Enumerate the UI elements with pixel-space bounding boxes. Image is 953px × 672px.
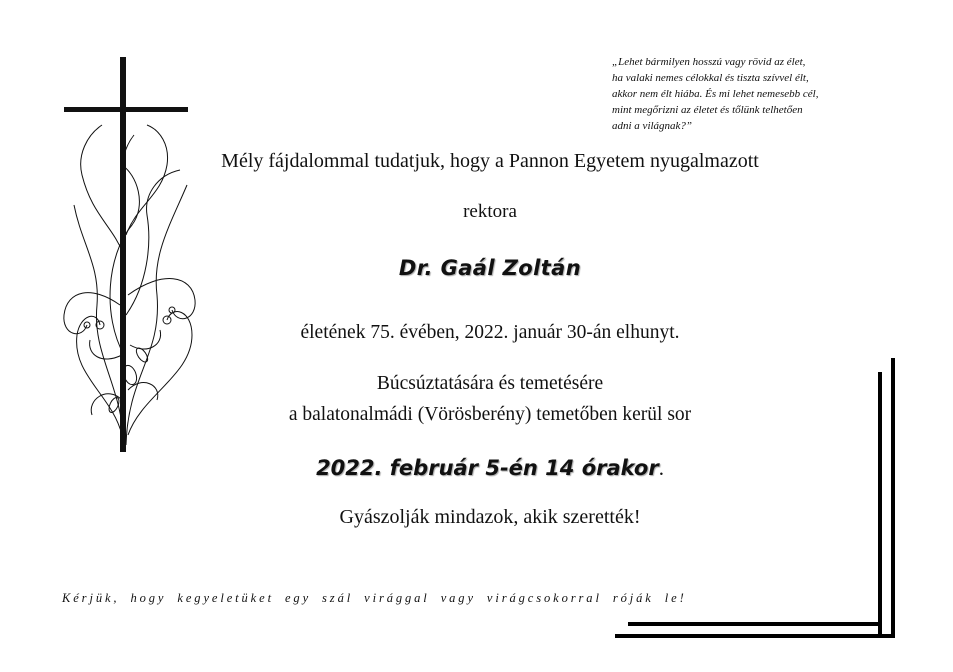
funeral-line-1: Búcsúztatására és temetésére <box>376 373 604 394</box>
death-statement: életének 75. évében, 2022. január 30-án elhunyt. <box>300 322 680 343</box>
memorial-quote <box>612 54 912 134</box>
quote-line: akkor nem élt hiába. És mi lehet nemesebb cél, <box>612 88 819 100</box>
mourners-line: Gyászolják mindazok, akik szerették! <box>339 506 641 528</box>
quote-line: „Lehet bármilyen hosszú vagy rövid az élet, <box>612 56 806 68</box>
funeral-date-text: 2022. február 5-én 14 órakor <box>316 456 659 480</box>
deceased-name: Dr. Gaál Zoltán <box>398 256 582 280</box>
funeral-line-2: a balatonalmádi (Vörösberény) temetőben kerül sor <box>288 404 692 425</box>
funeral-date <box>180 456 800 481</box>
frame-vertical-outer <box>891 358 895 638</box>
frame-horizontal-inner <box>628 622 882 626</box>
cross-icon <box>52 55 202 455</box>
quote-line: mint megőrizni az életet és tőlünk telhetően <box>612 104 803 116</box>
funeral-date-punct: . <box>658 456 664 480</box>
flower-request: Kérjük, hogy kegyeletüket egy szál virággal vagy virágcsokorral róják le! <box>62 591 687 605</box>
announcement-intro: Mély fájdalommal tudatjuk, hogy a Pannon Egyetem nyugalmazott <box>221 150 759 172</box>
quote-line: adni a világnak?” <box>612 120 693 132</box>
frame-horizontal-outer <box>615 634 895 638</box>
frame-vertical-inner <box>878 372 882 638</box>
announcement-role: rektora <box>463 201 517 222</box>
quote-line: ha valaki nemes célokkal és tiszta szívvel élt, <box>612 72 809 84</box>
